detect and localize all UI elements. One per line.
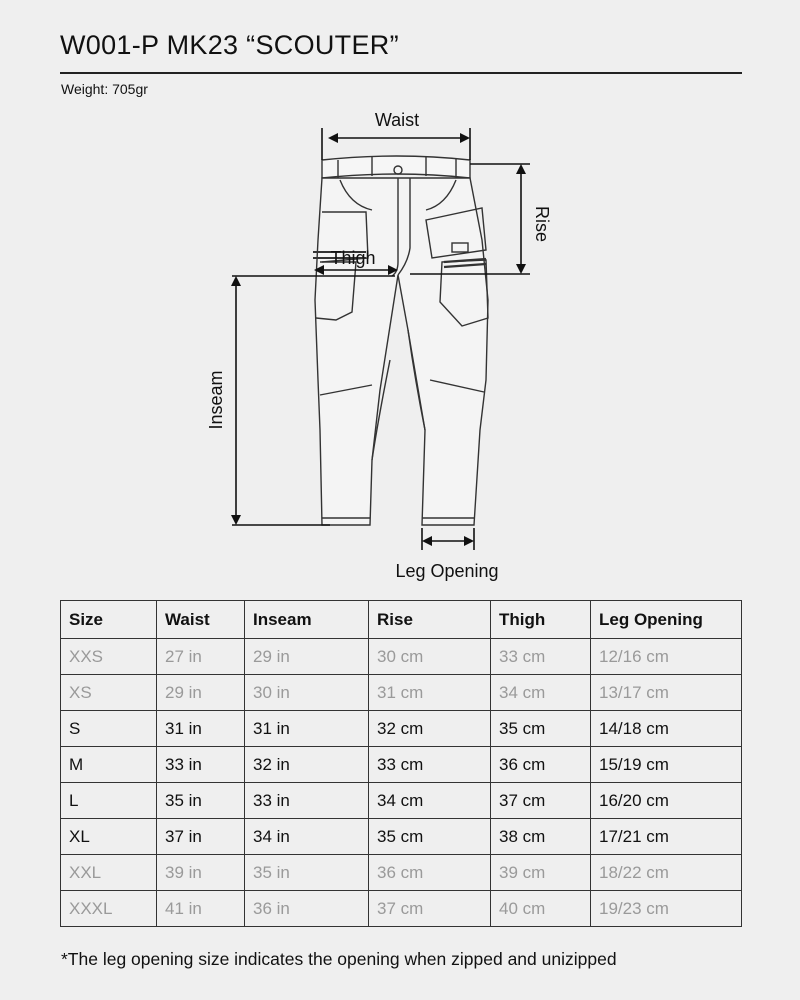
cell-leg-opening: 19/23 cm bbox=[591, 891, 742, 927]
leg-opening-measure-line bbox=[422, 528, 474, 550]
cell-thigh: 33 cm bbox=[491, 639, 591, 675]
cell-rise: 32 cm bbox=[369, 711, 491, 747]
table-row bbox=[61, 675, 742, 711]
cell-leg-opening: 16/20 cm bbox=[591, 783, 742, 819]
cell-waist: 31 in bbox=[157, 711, 245, 747]
waist-measure-line bbox=[322, 128, 470, 160]
cell-thigh: 34 cm bbox=[491, 675, 591, 711]
cell-size: XXS bbox=[61, 639, 157, 675]
cell-rise: 34 cm bbox=[369, 783, 491, 819]
table-row bbox=[61, 639, 742, 675]
cell-size: XXXL bbox=[61, 891, 157, 927]
header-thigh: Thigh bbox=[491, 601, 591, 639]
cell-waist: 39 in bbox=[157, 855, 245, 891]
header-leg-opening: Leg Opening bbox=[591, 601, 742, 639]
thigh-label: Thigh bbox=[330, 248, 376, 268]
table-row bbox=[61, 711, 742, 747]
cell-thigh: 38 cm bbox=[491, 819, 591, 855]
cell-waist: 29 in bbox=[157, 675, 245, 711]
cell-leg-opening: 14/18 cm bbox=[591, 711, 742, 747]
cell-inseam: 29 in bbox=[245, 639, 369, 675]
leg-opening-label: Leg Opening bbox=[395, 561, 499, 581]
cell-size: XXL bbox=[61, 855, 157, 891]
header-rise: Rise bbox=[369, 601, 491, 639]
cell-inseam: 35 in bbox=[245, 855, 369, 891]
cell-rise: 37 cm bbox=[369, 891, 491, 927]
cell-leg-opening: 13/17 cm bbox=[591, 675, 742, 711]
cell-inseam: 31 in bbox=[245, 711, 369, 747]
cell-thigh: 39 cm bbox=[491, 855, 591, 891]
header-inseam: Inseam bbox=[245, 601, 369, 639]
page-title: W001-P MK23 “SCOUTER” bbox=[60, 30, 399, 60]
cell-waist: 41 in bbox=[157, 891, 245, 927]
cell-rise: 36 cm bbox=[369, 855, 491, 891]
cell-waist: 33 in bbox=[157, 747, 245, 783]
cell-thigh: 37 cm bbox=[491, 783, 591, 819]
cell-thigh: 35 cm bbox=[491, 711, 591, 747]
cell-waist: 35 in bbox=[157, 783, 245, 819]
cell-leg-opening: 12/16 cm bbox=[591, 639, 742, 675]
cell-waist: 27 in bbox=[157, 639, 245, 675]
cell-waist: 37 in bbox=[157, 819, 245, 855]
cell-inseam: 34 in bbox=[245, 819, 369, 855]
header-size: Size bbox=[61, 601, 157, 639]
cell-size: M bbox=[61, 747, 157, 783]
cell-leg-opening: 18/22 cm bbox=[591, 855, 742, 891]
footnote: *The leg opening size indicates the opening when zipped and unizipped bbox=[61, 949, 617, 969]
cell-size: S bbox=[61, 711, 157, 747]
inseam-label: Inseam bbox=[206, 370, 226, 430]
table-row bbox=[61, 855, 742, 891]
table-row bbox=[61, 891, 742, 927]
rise-label: Rise bbox=[532, 205, 552, 243]
cell-inseam: 33 in bbox=[245, 783, 369, 819]
table-row bbox=[61, 747, 742, 783]
table-row bbox=[61, 783, 742, 819]
cell-rise: 31 cm bbox=[369, 675, 491, 711]
cell-rise: 33 cm bbox=[369, 747, 491, 783]
cell-rise: 30 cm bbox=[369, 639, 491, 675]
table-row bbox=[61, 819, 742, 855]
weight-label: Weight: 705gr bbox=[61, 81, 148, 97]
waist-label: Waist bbox=[374, 110, 420, 130]
table-header-row bbox=[61, 601, 742, 639]
cell-inseam: 32 in bbox=[245, 747, 369, 783]
cell-rise: 35 cm bbox=[369, 819, 491, 855]
cell-leg-opening: 15/19 cm bbox=[591, 747, 742, 783]
size-chart-table bbox=[60, 600, 742, 927]
cell-thigh: 36 cm bbox=[491, 747, 591, 783]
cell-size: XS bbox=[61, 675, 157, 711]
header-waist: Waist bbox=[157, 601, 245, 639]
cell-inseam: 36 in bbox=[245, 891, 369, 927]
cell-size: XL bbox=[61, 819, 157, 855]
pants-illustration bbox=[313, 156, 488, 525]
cell-leg-opening: 17/21 cm bbox=[591, 819, 742, 855]
cell-size: L bbox=[61, 783, 157, 819]
cell-thigh: 40 cm bbox=[491, 891, 591, 927]
cell-inseam: 30 in bbox=[245, 675, 369, 711]
